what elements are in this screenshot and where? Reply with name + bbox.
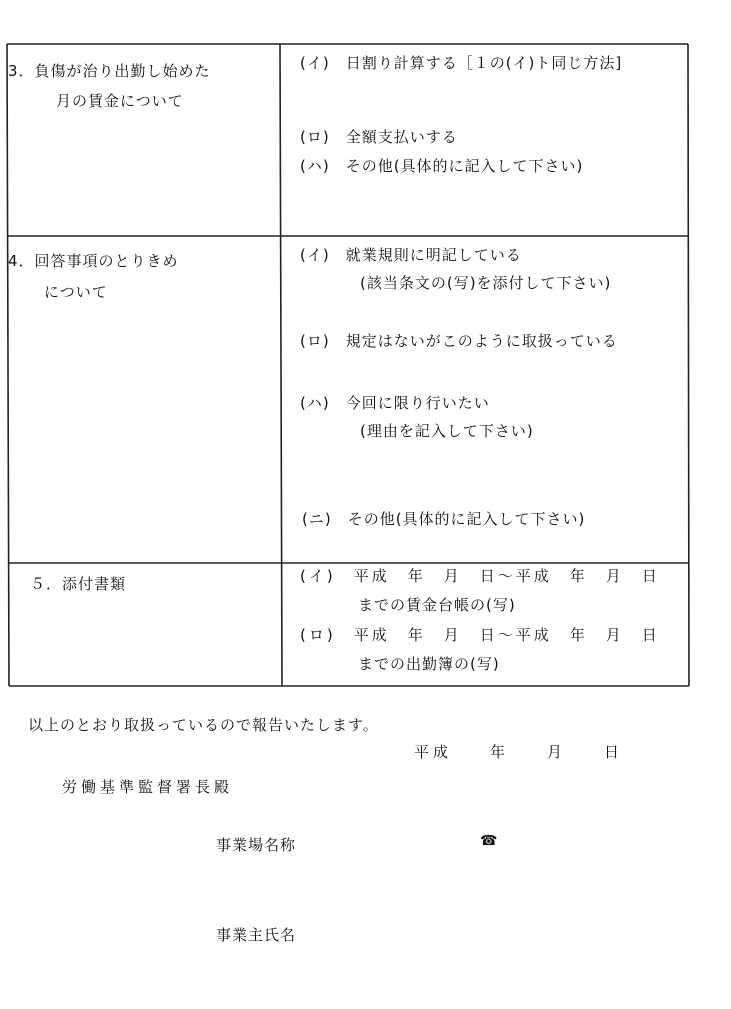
table-left-border (7, 44, 9, 686)
section4-option-ha-note: (理由を記入して下さい) (360, 422, 534, 440)
section5-label: ５．添付書類 (30, 575, 127, 593)
section5-option-i-note: までの賃金台帳の(写) (358, 596, 516, 614)
table-right-border (688, 44, 689, 686)
section4-option-ha: (ハ) 今回に限り行いたい (300, 394, 490, 412)
owner-name-label: 事業主氏名 (216, 926, 297, 944)
section4-option-ro: (ロ) 規定はないがこのように取扱っている (300, 332, 618, 350)
section3-option-ha: (ハ) その他(具体的に記入して下さい) (300, 157, 584, 175)
section3-label-line1: 3．負傷が治り出勤し始めた (8, 62, 211, 80)
section4-option-i: (イ) 就業規則に明記している (300, 246, 522, 264)
report-statement: 以上のとおり取扱っているので報告いたします。 (28, 716, 379, 734)
phone-icon: ☎ (480, 833, 499, 849)
table-column-divider (280, 44, 282, 686)
section4-option-i-note: (該当条文の(写)を添付して下さい) (360, 274, 612, 292)
section5-option-ro: (ロ) 平成 年 月 日～平成 年 月 日 (300, 626, 660, 644)
report-date: 平成 年 月 日 (414, 743, 624, 761)
section4-option-ni: (ニ) その他(具体的に記入して下さい) (302, 510, 586, 528)
section5-option-i: (イ) 平成 年 月 日～平成 年 月 日 (300, 567, 660, 585)
section3-label-line2: 月の賃金について (56, 92, 184, 110)
section3-option-ro: (ロ) 全額支払いする (300, 128, 458, 146)
section5-option-ro-note: までの出勤簿の(写) (358, 655, 500, 673)
workplace-name-label: 事業場名称 (216, 836, 297, 854)
section4-label-line1: 4．回答事項のとりきめ (8, 252, 179, 270)
section3-option-i: (イ) 日割り計算する［１の(イ)ト同じ方法] (300, 54, 623, 72)
addressee: 労働基準監督署長殿 (62, 778, 234, 796)
section4-label-line2: について (44, 283, 108, 301)
